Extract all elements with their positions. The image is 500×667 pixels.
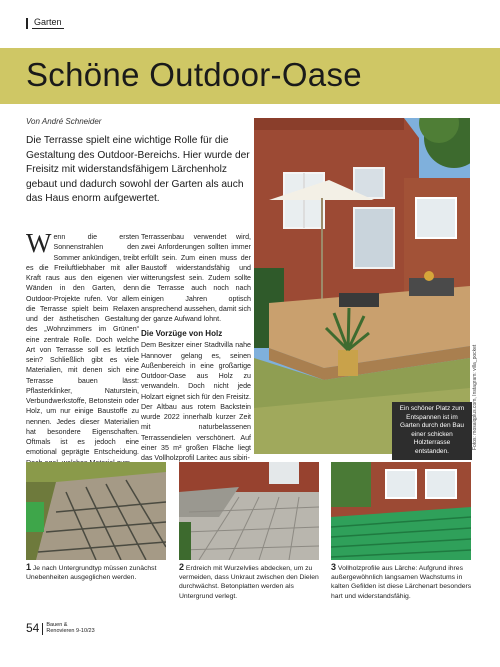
main-photo-caption: Ein schöner Platz zum Entspannen ist im Garten durch den Bau einer schicken Holzterrasse entstanden. xyxy=(392,402,472,460)
body-text-2: Terrassenbau verwendet wird, zwei Anforderungen sollten immer erfüllt sein. Zum einen muss der Baustoff widerstandsfähig und witterungsfest sein. Zudem sollte die Terrasse auch noch nach einigen Jahren optisch ansprechend aussehen, damit sich der ganze Aufwand lohnt. xyxy=(141,233,251,323)
step-3-illustration xyxy=(331,462,471,560)
section-bar xyxy=(26,18,28,29)
caption-text-1: Je nach Untergrundtyp müssen zunächst Unebenheiten ausgeglichen werden. xyxy=(26,565,157,582)
page-number: 54 xyxy=(26,621,40,635)
section-tag xyxy=(26,17,64,29)
drop-cap: W xyxy=(26,228,52,258)
body-column-2 xyxy=(141,232,251,467)
caption-text-2: Erdreich mit Wurzelvlies abdecken, um zu vermeiden, dass Unkraut zwischen den Dielen durchwächst. Betonplatten werden als Untergrund verlegt. xyxy=(179,565,319,600)
caption-text-3: Vollholzprofile aus Lärche: Aufgrund ihres außergewöhnlich langsamen Wachstums in kalten Gefilden ist diese Lärchenart besonders hart und widerstandsfähig. xyxy=(331,565,472,600)
title-band xyxy=(0,48,500,104)
caption-number-3: 3 xyxy=(331,562,337,572)
byline: Von André Schneider xyxy=(26,117,102,126)
caption-step-3 xyxy=(331,563,473,601)
caption-step-2 xyxy=(179,563,321,601)
body-column-1 xyxy=(26,228,139,468)
section-label: Garten xyxy=(34,17,62,27)
photo-step-1 xyxy=(26,462,166,560)
footer-divider xyxy=(42,623,43,635)
photo-step-3 xyxy=(331,462,471,560)
caption-number-2: 2 xyxy=(179,562,185,572)
photo-credit-text: Fotos: mosaiqplus.com, Instagram: villa_pocket xyxy=(472,344,478,450)
magazine-name xyxy=(46,622,94,635)
step-2-illustration xyxy=(179,462,319,560)
caption-step-1 xyxy=(26,563,168,582)
photo-step-2 xyxy=(179,462,319,560)
lead-paragraph: Die Terrasse spielt eine wichtige Rolle für die Gestaltung des Outdoor-Bereichs. Hier wurde der Freisitz mit widerstandsfähigem Lärchenholz gebaut und dadurch sowohl der Garten als auch das Haus enorm aufgewertet. xyxy=(26,135,250,205)
subheading: Die Vorzüge von Holz xyxy=(141,329,223,339)
body-text-1: enn die ersten Sonnenstrahlen den Sommer ankündigen, treibt es die Freiluftliebhaber mit aller Kraft raus aus den eigenen vier Wänden in den Garten, denn Outdoor-Projekte rufen. Vor allem die Terrasse spielt beim Relaxen und der ästhetischen Gestaltung des „Wohnzimmers im Grünen“ eine zentrale Rolle. Doch welche Art von Terrasse soll es letztlich sein? Schließlich gibt es viele Materialien, mit denen sich eine Terrasse bauen lässt: Pflasterklinker, Naturstein, Verbundwerkstoffe, Betonstein oder Holz, um nur einige Baustoffe zu nennen. Jedes dieser Materialien hat besondere Eigenschaften. Oftmals ist es jedoch eine emotional geprägte Entscheidung. xyxy=(26,233,139,457)
page-title: Schöne Outdoor-Oase xyxy=(26,56,362,93)
magazine-line-2: Renovieren 9-10/23 xyxy=(46,628,95,635)
caption-number-1: 1 xyxy=(26,562,32,572)
step-1-illustration xyxy=(26,462,166,560)
page-footer xyxy=(26,622,95,635)
photo-credit xyxy=(472,340,482,450)
magazine-line-1: Bauen & xyxy=(46,622,68,628)
body-text-3: Dem Besitzer einer Stadtvilla nahe Hannover gelang es, seinen Außenbereich in eine großartige Outdoor-Oase aus Holz zu verwandeln. Doch nicht jede Holzart eignet sich für den Freisitz. Der Altbau aus rotem Backstein wurde 2022 innerhalb kurzer Zeit mit naturbelassenen Terrassendielen verschönert. Auf einer 35 m² großen Fläche liegt das Vollholzprofil Laritec aus sibiri- xyxy=(141,341,251,462)
